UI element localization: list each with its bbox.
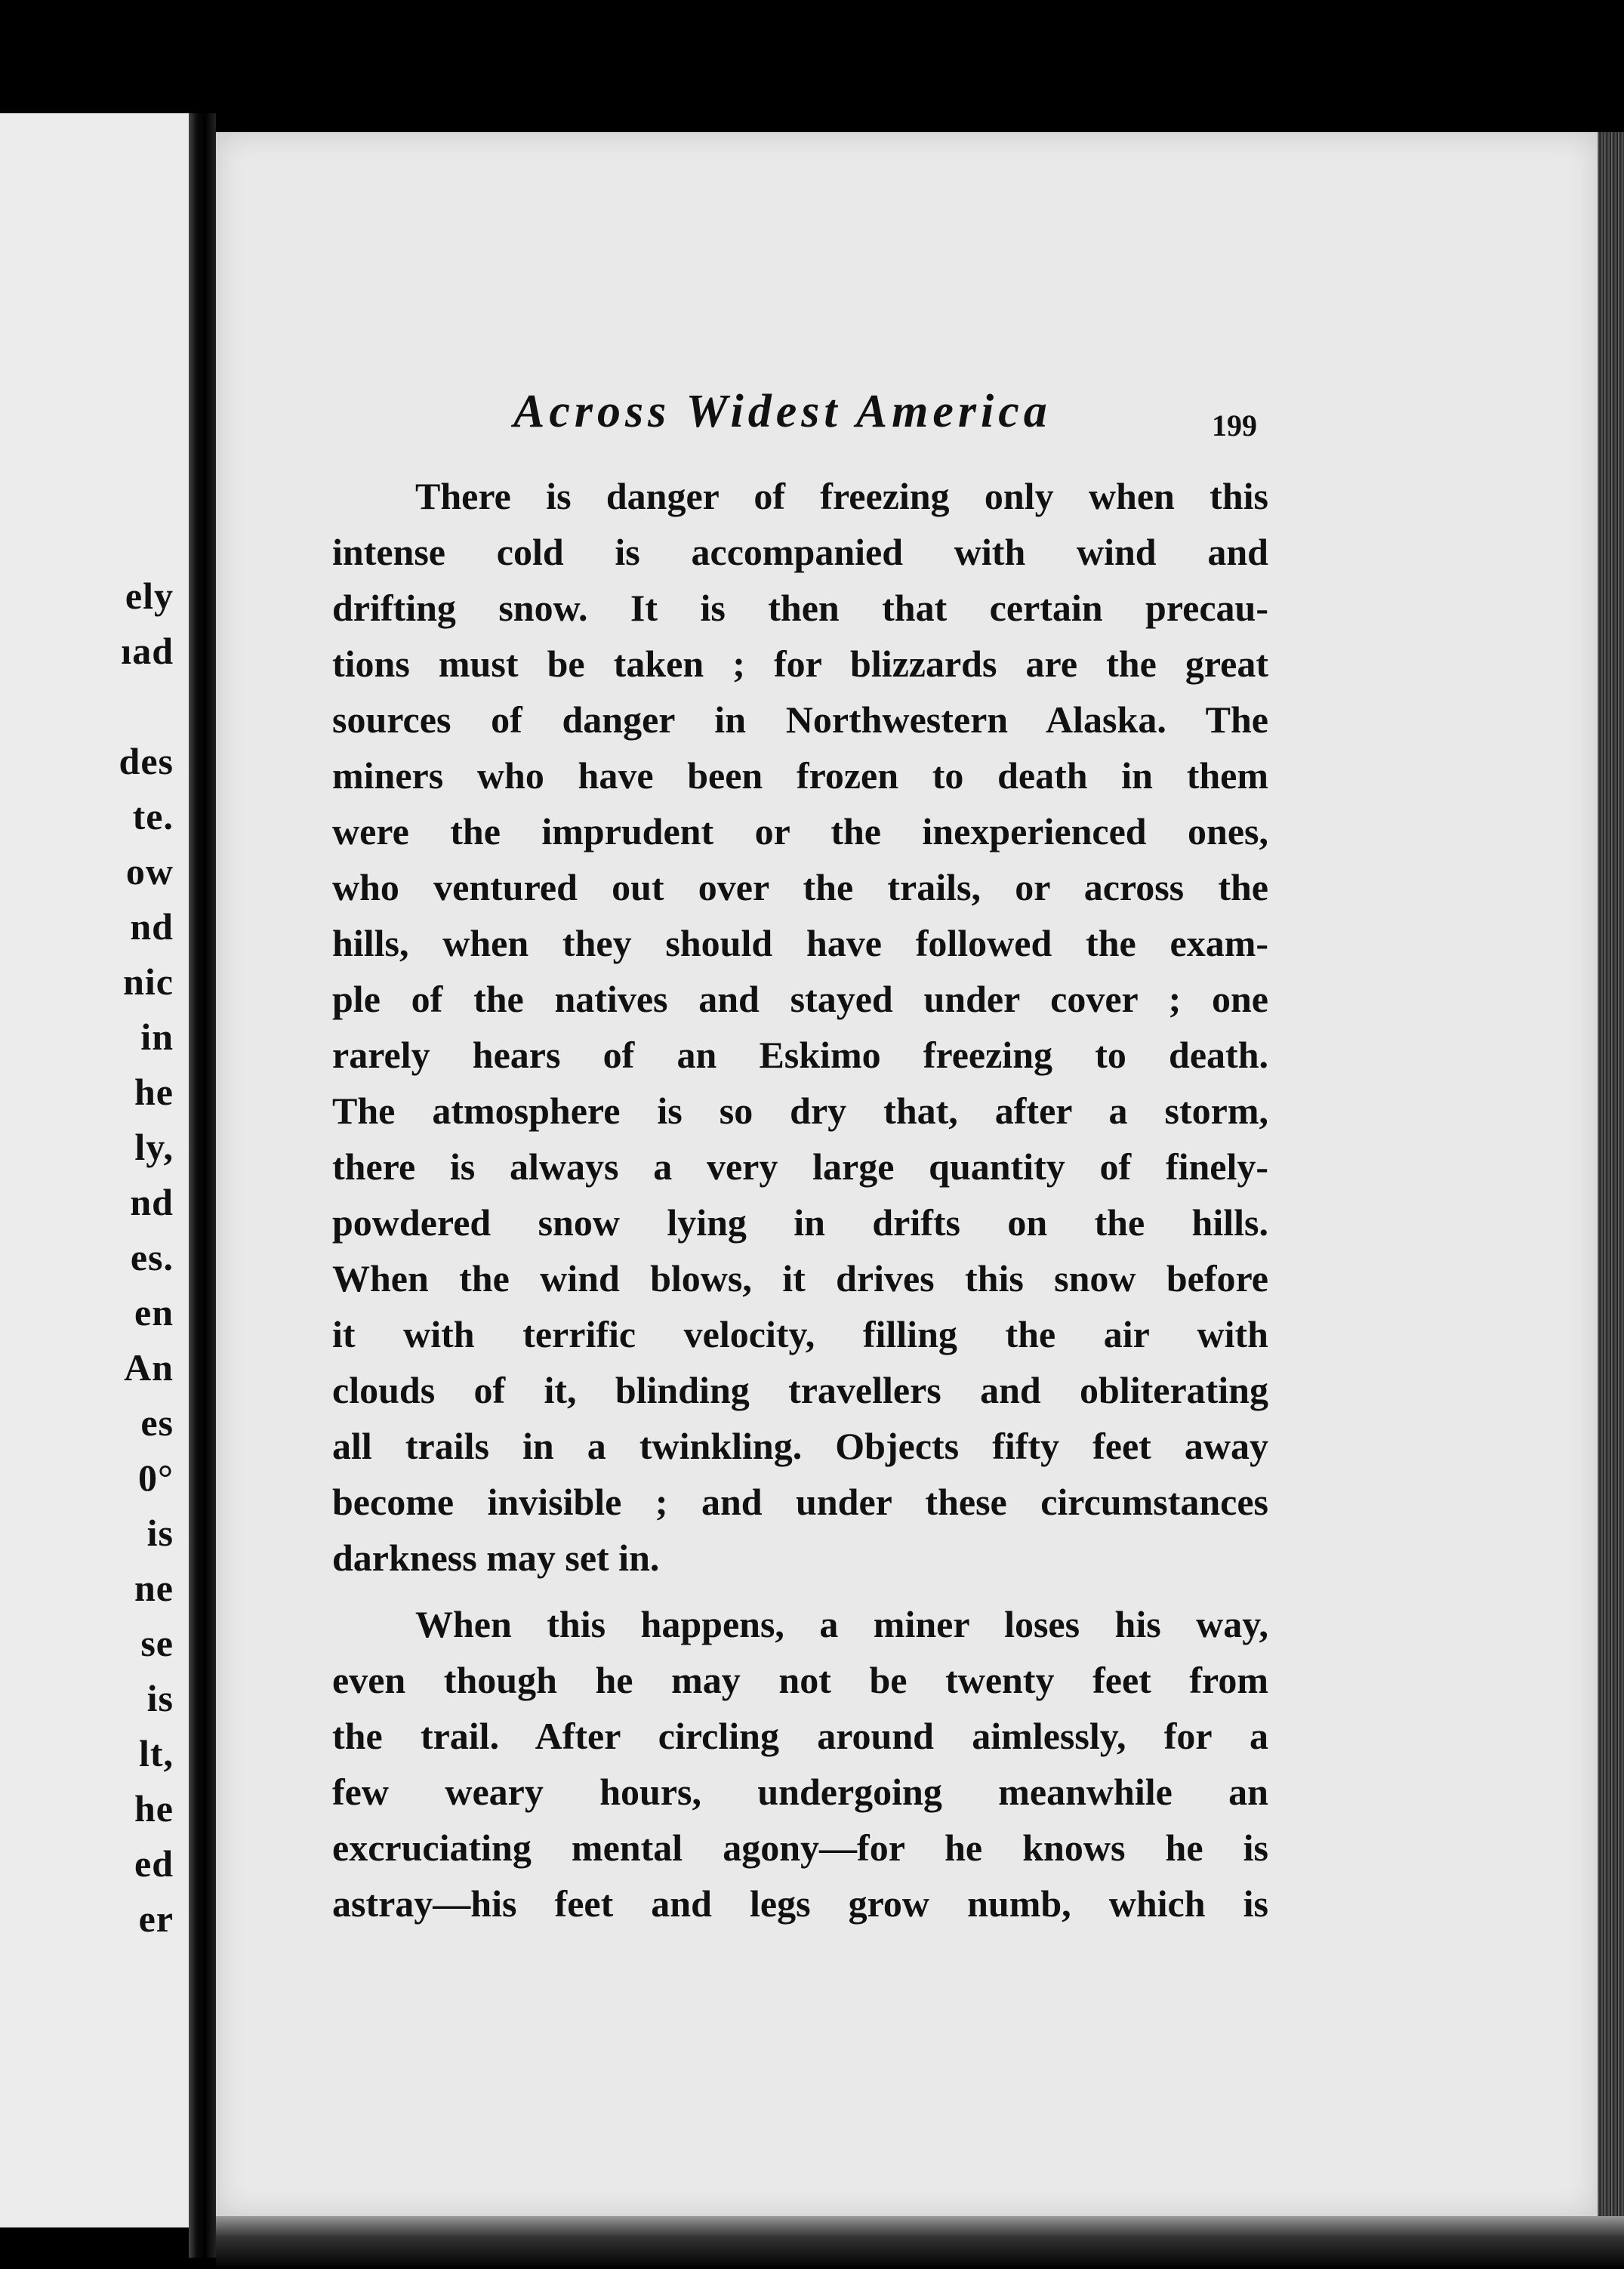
text-line: who ventured out over the trails, or across the: [332, 866, 1268, 908]
text-line: become invisible ; and under these circumstances: [332, 1481, 1268, 1523]
page-number: 199: [1212, 408, 1257, 442]
text-line: drifting snow. It is then that certain precau-: [332, 587, 1268, 629]
facing-page-line-fragment: ow: [125, 850, 174, 892]
text-line: astray—his feet and legs grow numb, which is: [332, 1882, 1268, 1925]
text-line: excruciating mental agony—for he knows he is: [332, 1827, 1268, 1869]
text-line: the trail. After circling around aimlessly, for a: [332, 1715, 1268, 1757]
facing-page-line-fragment: is: [146, 1512, 174, 1554]
facing-page-line-fragment: es.: [130, 1236, 174, 1278]
text-line: intense cold is accompanied with wind and: [332, 531, 1268, 573]
facing-page-line-fragment: er: [138, 1898, 174, 1940]
facing-page-line-fragment: des: [119, 740, 174, 782]
facing-page-line-fragment: ne: [134, 1567, 174, 1609]
facing-page-fragment: [0, 113, 189, 2227]
facing-page-line-fragment: lt,: [138, 1732, 174, 1774]
text-line: The atmosphere is so dry that, after a storm,: [332, 1090, 1268, 1132]
page-stack-edge: [1598, 132, 1624, 2246]
facing-page-line-fragment: ed: [134, 1842, 174, 1885]
text-line: few weary hours, undergoing meanwhile an: [332, 1771, 1268, 1813]
text-line: miners who have been frozen to death in them: [332, 754, 1268, 797]
facing-page-line-fragment: te.: [132, 795, 174, 837]
facing-page-line-fragment: in: [140, 1016, 174, 1058]
text-line: hills, when they should have followed the exam-: [332, 922, 1268, 964]
facing-page-line-fragment: ıad: [121, 630, 174, 672]
text-line: When this happens, a miner loses his way,: [415, 1603, 1268, 1645]
book-gutter: [189, 113, 216, 2258]
facing-page-line-fragment: he: [134, 1071, 174, 1113]
text-line: clouds of it, blinding travellers and obliterating: [332, 1369, 1268, 1411]
facing-page-line-fragment: nd: [130, 905, 174, 948]
facing-page-line-fragment: An: [124, 1346, 174, 1389]
text-line: were the imprudent or the inexperienced ones,: [332, 810, 1268, 852]
text-line: there is always a very large quantity of finely-: [332, 1145, 1268, 1188]
facing-page-line-fragment: is: [146, 1677, 174, 1719]
facing-page-line-fragment: nd: [130, 1181, 174, 1223]
facing-page-line-fragment: ely: [125, 575, 174, 617]
text-line: powdered snow lying in drifts on the hills.: [332, 1201, 1268, 1244]
facing-page-line-fragment: es: [140, 1401, 174, 1444]
facing-page-line-fragment: se: [140, 1622, 174, 1664]
facing-page-line-fragment: nic: [123, 960, 174, 1003]
text-line: tions must be taken ; for blizzards are the great: [332, 643, 1268, 685]
facing-page-line-fragment: he: [134, 1787, 174, 1830]
page-bottom-edge: [216, 2216, 1624, 2269]
text-line: even though he may not be twenty feet from: [332, 1659, 1268, 1701]
text-line: ple of the natives and stayed under cover ; one: [332, 978, 1268, 1020]
text-line: sources of danger in Northwestern Alaska. The: [332, 698, 1268, 741]
text-line: darkness may set in.: [332, 1537, 660, 1579]
text-line: When the wind blows, it drives this snow before: [332, 1257, 1268, 1299]
text-line: it with terrific velocity, filling the air with: [332, 1313, 1268, 1355]
text-line: rarely hears of an Eskimo freezing to death.: [332, 1034, 1268, 1076]
text-line: There is danger of freezing only when this: [415, 475, 1268, 517]
facing-page-line-fragment: ly,: [134, 1126, 174, 1168]
facing-page-line-fragment: en: [134, 1291, 174, 1333]
running-head: Across Widest America: [513, 386, 1052, 437]
facing-page-line-fragment: 0°: [138, 1457, 174, 1499]
text-line: all trails in a twinkling. Objects fifty feet away: [332, 1425, 1268, 1467]
